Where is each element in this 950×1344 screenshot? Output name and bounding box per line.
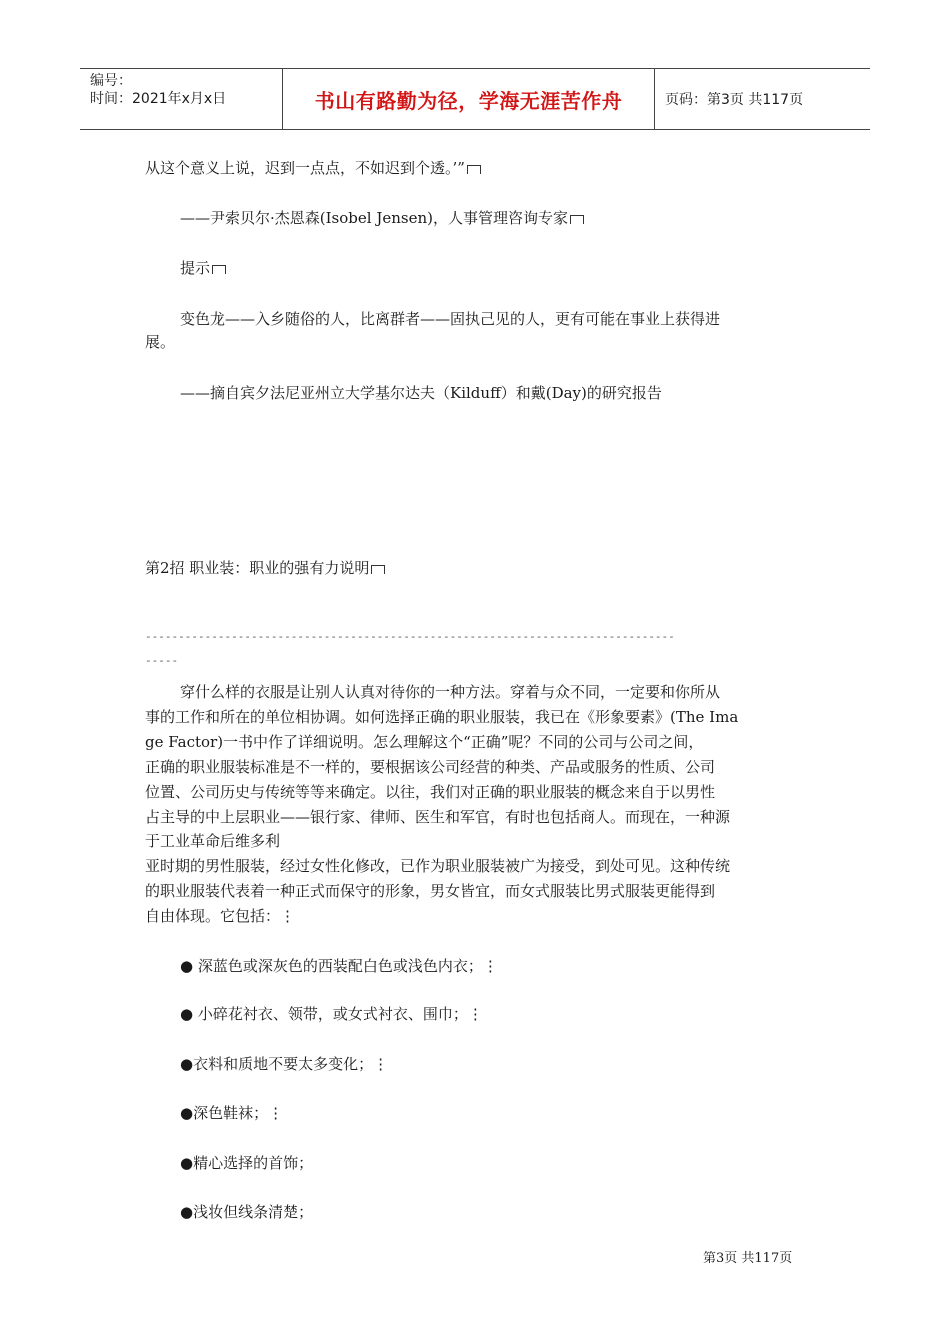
paragraph-line-2: 事的工作和所在的单位相协调。如何选择正确的职业服装，我已在《形象要素》(The Ima	[145, 708, 739, 726]
list-item: ● 小碎花衬衣、领带，或女式衬衣、围巾；⋮	[180, 1005, 483, 1023]
paragraph-line-7: 于工业革命后维多利	[145, 832, 281, 850]
header-table	[80, 68, 870, 130]
list-item: ●浅妆但线条清楚；	[180, 1203, 314, 1221]
list-item: ●深色鞋袜；⋮	[180, 1104, 284, 1122]
list-item: ●衣料和质地不要太多变化；⋮	[180, 1055, 389, 1073]
page-footer: 第3页 共117页	[703, 1251, 793, 1266]
separator-line-2: -----	[145, 654, 179, 667]
section-title-text: 第2招 职业装：职业的强有力说明	[145, 559, 370, 577]
tip-heading-text: 提示	[180, 259, 211, 277]
separator-line-1: --------------------------------------------------------------------------------	[145, 630, 675, 643]
paragraph-mark-icon	[467, 165, 481, 174]
motto: 书山有路勤为径，学海无涯苦作舟	[314, 88, 623, 113]
page-label: 页码：第3页 共117页	[665, 92, 804, 108]
header-page-cell	[655, 69, 870, 129]
quote-attribution-1-text: ——尹索贝尔·杰恩森(Isobel Jensen)，人事管理咨询专家	[180, 209, 568, 227]
paragraph-line-6: 占主导的中上层职业——银行家、律师、医生和军官，有时也包括商人。而现在，一种源	[145, 808, 731, 826]
tip-heading	[180, 257, 226, 279]
chameleon-line-1: 变色龙——入乡随俗的人，比离群者——固执己见的人，更有可能在事业上获得进	[180, 310, 721, 328]
paragraph-line-9: 的职业服装代表着一种正式而保守的形象，男女皆宜，而女式服装比男式服装更能得到	[145, 882, 716, 900]
chameleon-line-2: 展。	[145, 333, 176, 351]
paragraph-mark-icon	[371, 565, 385, 574]
list-item: ●精心选择的首饰；	[180, 1154, 314, 1172]
section-title	[145, 557, 385, 579]
header-left-cell	[80, 69, 282, 129]
paragraph-mark-icon	[570, 215, 584, 224]
quote-attribution-1	[180, 207, 584, 229]
paragraph-line-10: 自由体现。它包括：⋮	[145, 907, 296, 925]
quote-attribution-2: ——摘自宾夕法尼亚州立大学基尔达夫（Kilduff）和戴(Day)的研究报告	[180, 384, 662, 402]
text-line-1-content: 从这个意义上说，迟到一点点，不如迟到个透。’”	[145, 159, 465, 177]
list-item: ● 深蓝色或深灰色的西装配白色或浅色内衣；⋮	[180, 957, 498, 975]
header-motto-cell	[282, 69, 655, 129]
paragraph-line-4: 正确的职业服装标准是不一样的，要根据该公司经营的种类、产品或服务的性质、公司	[145, 758, 716, 776]
paragraph-line-3: ge Factor)一书中作了详细说明。怎么理解这个“正确”呢？不同的公司与公司之间，	[145, 733, 704, 751]
paragraph-line-5: 位置、公司历史与传统等等来确定。以往，我们对正确的职业服装的概念来自于以男性	[145, 783, 716, 801]
paragraph-mark-icon	[212, 265, 226, 274]
text-line-1	[145, 157, 481, 179]
paragraph-line-8: 亚时期的男性服装，经过女性化修改，已作为职业服装被广为接受，到处可见。这种传统	[145, 857, 731, 875]
date-label: 时间：2021年x月x日	[90, 91, 227, 107]
paragraph-line-1: 穿什么样的衣服是让别人认真对待你的一种方法。穿着与众不同，一定要和你所从	[180, 683, 721, 701]
serial-label: 编号：	[90, 73, 132, 89]
